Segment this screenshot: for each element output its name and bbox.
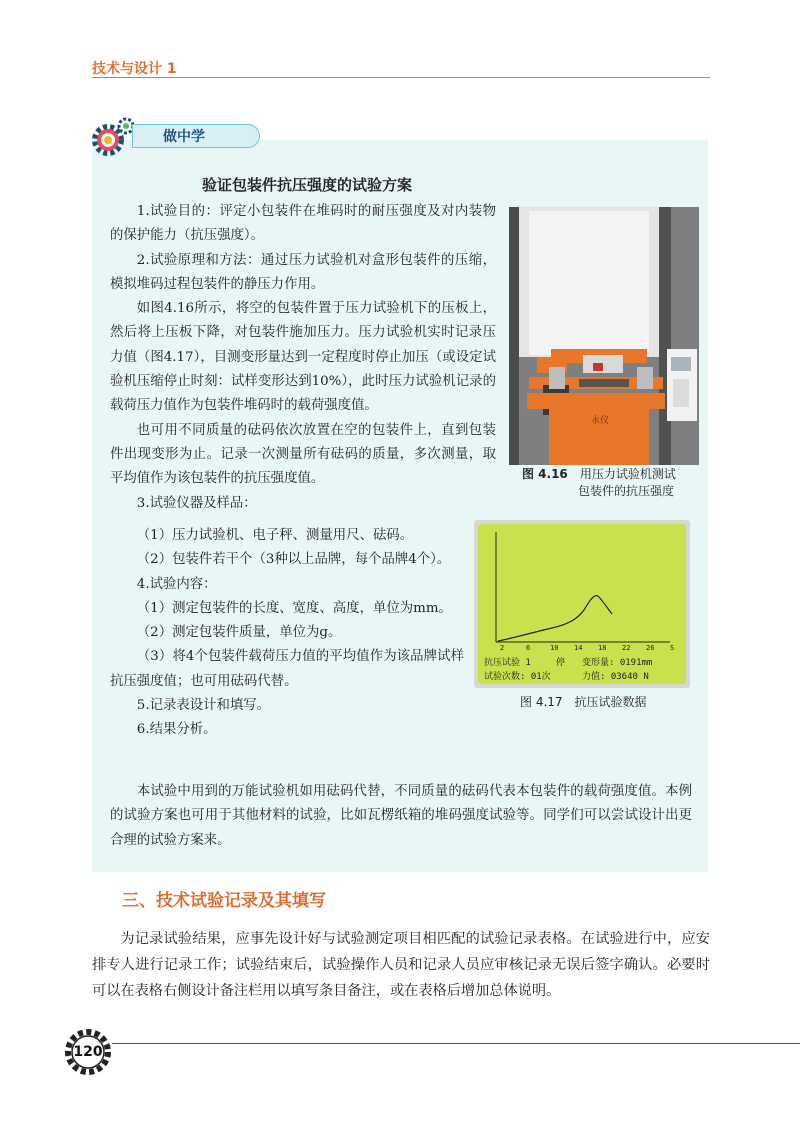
paragraph: 也可用不同质量的砝码依次放置在空的包装件上，直到包装件出现变形为止。记录一次测量所有砝码的质量，多次测量，取平均值作为该包装件的抗压强度值。 xyxy=(110,422,496,487)
intro-paragraphs xyxy=(110,200,496,516)
testing-machine-photo xyxy=(509,207,699,465)
lcd-axis-end: S xyxy=(670,644,675,652)
lcd-axis-label: 2 xyxy=(500,644,505,652)
lcd-axis-label: 18 xyxy=(598,644,607,652)
list-item: 6.结果分析。 xyxy=(136,722,217,738)
activity-tag: 做中学 xyxy=(132,124,260,148)
lcd-row1-right: 变形量: 0191mm xyxy=(582,658,653,668)
section-body xyxy=(92,927,710,1004)
lcd-axis-label: 6 xyxy=(526,644,531,652)
lcd-row2-right: 力值: 03640 N xyxy=(582,672,649,682)
lcd-row2-left: 试验次数: 01次 xyxy=(484,672,551,682)
header-rule xyxy=(92,77,710,78)
page-number: 120 xyxy=(73,1044,103,1060)
section-title: 三、技术试验记录及其填写 xyxy=(122,891,326,911)
list-item: （1）压力试验机、电子秤、测量用尺、砝码。 xyxy=(136,528,414,543)
lcd-test-screen xyxy=(474,520,690,688)
paragraph: 1.试验目的：评定小包装件在堆码时的耐压强度及对内装物的保护能力（抗压强度）。 xyxy=(110,204,496,244)
list-item: （2）测定包装件质量，单位为g。 xyxy=(136,625,342,641)
lcd-axis-label: 14 xyxy=(574,644,583,652)
figure-4-16-caption xyxy=(522,466,700,500)
paragraph: 如图4.16所示，将空的包装件置于压力试验机下的压板上，然后将上压板下降，对包装件施加压力。压力试验机实时记录压力值（图4.17），目测变形量达到一定程度时停止加压（或设定试验机压缩停止时刻：试样变形达到10%），此时压力试验机记录的载荷压力值作为包装件堆码时的载荷强度值。 xyxy=(110,301,496,414)
photo-sign: 永仪 xyxy=(591,416,610,426)
paragraph: 本试验中用到的万能试验机如用砝码代替，不同质量的砝码代表本包装件的载荷强度值。本例的试验方案也可用于其他材料的试验，比如瓦楞纸箱的堆码强度试验等。同学们可以尝试设计出更合理的试验方案来。 xyxy=(110,784,692,848)
closing-paragraph xyxy=(110,780,692,853)
lcd-row1-mid: 停 xyxy=(556,658,566,668)
paragraph: 为记录试验结果，应事先设计好与试验测定项目相匹配的试验记录表格。在试验进行中，应安排专人进行记录工作；试验结束后，试验操作人员和记录人员应审核记录无误后签字确认。必要时可以在表格右侧设计备注栏用以填写条目备注，或在表格后增加总体说明。 xyxy=(92,931,710,999)
figure-4-17-caption: 图 4.17 抗压试验数据 xyxy=(520,695,647,709)
footer-rule xyxy=(112,1043,800,1044)
list-item: （3）将4个包装件载荷压力值的平均值作为该品牌试样抗压强度值；也可用砝码代替。 xyxy=(110,649,464,689)
caption-line: 包装件的抗压强度 xyxy=(578,484,675,498)
lcd-row1-left: 抗压试验 1 xyxy=(484,658,531,668)
list-item: 4.试验内容： xyxy=(136,576,217,592)
box-title: 验证包装件抗压强度的试验方案 xyxy=(201,176,412,194)
list-item: （1）测定包装件的长度、宽度、高度，单位为mm。 xyxy=(136,600,452,616)
figure-number: 图 4.16 xyxy=(522,467,568,481)
lcd-axis-label: 10 xyxy=(550,644,559,652)
list-paragraphs xyxy=(110,524,464,743)
running-header: 技术与设计 1 xyxy=(92,61,177,77)
list-item: （2）包装件若干个（3种以上品牌，每个品牌4个）。 xyxy=(136,552,451,568)
paragraph: 2.试验原理和方法：通过压力试验机对盒形包装件的压缩，模拟堆码过程包装件的静压力作用。 xyxy=(110,252,496,292)
lcd-axis-label: 26 xyxy=(646,644,655,652)
paragraph: 3.试验仪器及样品： xyxy=(136,495,257,511)
caption-line: 用压力试验机测试 xyxy=(579,467,676,481)
list-item: 5.记录表设计和填写。 xyxy=(136,698,271,714)
lcd-axis-label: 22 xyxy=(622,644,631,652)
